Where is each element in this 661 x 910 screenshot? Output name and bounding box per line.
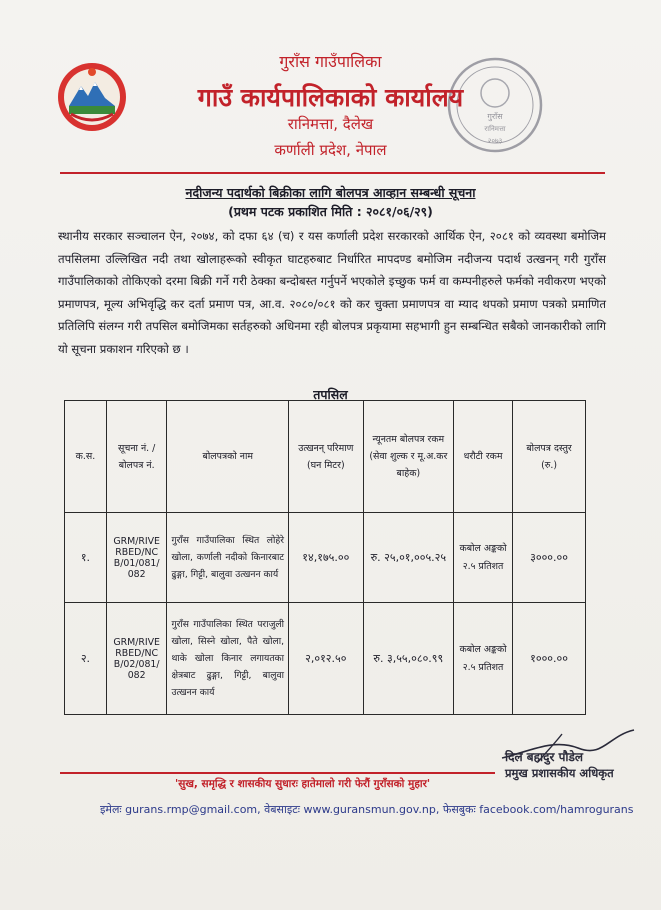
notice-subtitle: (प्रथम पटक प्रकाशित मिति : २०८१/०६/२९)	[228, 204, 433, 219]
notice-title: नदीजन्य पदार्थको बिक्रीका लागि बोलपत्र आव्हान सम्बन्धी सूचना	[185, 185, 476, 200]
table-header-row	[65, 401, 586, 513]
cell-quantity: २,०१२.५०	[289, 603, 364, 715]
header-min-amount: न्यूनतम बोलपत्र रकम (सेवा शुल्क र मू.अ.कर बाहेक)	[363, 401, 453, 513]
cell-fee: १०००.००	[513, 603, 586, 715]
footer-divider	[60, 772, 495, 774]
header-notice-no: सूचना नं. /बोलपत्र नं.	[106, 401, 167, 513]
svg-text:रानिमत्ता: रानिमत्ता	[484, 125, 506, 133]
cell-name: गुराँस गाउँपालिका स्थित लोहेरे खोला, कर्णाली नदीको किनारबाट ढुङ्गा, गिट्टी, बालुवा उत्खनन कार्य	[167, 513, 289, 603]
table-row	[65, 603, 586, 715]
signatory-name: दिल बहादुर पौडेल	[505, 750, 584, 764]
office-location: रानिमत्ता, दैलेख	[287, 115, 374, 133]
header-fee: बोलपत्र दस्तुर (रु.)	[513, 401, 586, 513]
cell-min-amount: रु. ३,५५,०८०.९९	[363, 603, 453, 715]
slogan: 'सुख, समृद्धि र शासकीय सुधारः हातेमालो गरी फेरौं गुराँसको मुहार'	[175, 778, 431, 790]
municipality-name: गुराँस गाउँपालिका	[279, 52, 382, 71]
cell-fee: ३०००.००	[513, 513, 586, 603]
svg-text:गुराँस: गुराँस	[487, 112, 503, 121]
contact-footer: इमेलः gurans.rmp@gmail.com, वेबसाइटः www.guransmun.gov.np, फेसबुकः facebook.com/hamrogurans	[100, 803, 634, 816]
office-name: गाउँ कार्यपालिकाको कार्यालय	[197, 83, 464, 112]
cell-sn: १.	[65, 513, 107, 603]
header-sn: क.स.	[65, 401, 107, 513]
cell-sn: २.	[65, 603, 107, 715]
cell-name: गुराँस गाउँपालिका स्थित पराजुली खोला, सिस्ने खोला, पैते खोला, थाके खोला किनार लगायतका क्षेत्रबाट ढुङ्गा, गिट्टी, बालुवा उत्खनन कार्य	[167, 603, 289, 715]
notice-body: स्थानीय सरकार सञ्चालन ऐन, २०७४, को दफा ६४ (च) र यस कर्णाली प्रदेश सरकारको आर्थिक ऐन, २०८१ को व्यवस्था बमोजिम तपसिलमा उल्लिखित नदी तथा खोलाहरूको स्वीकृत घाटहरुबाट निर्धारित मापदण्ड बमोजिम नदीजन्य पदार्थ उत्खनन् गरी गुराँस गाउँपालिकाको तोकिएको दरमा बिक्री गर्ने गरी ठेक्का बन्दोबस्त गर्नुपर्ने भएकोले इच्छुक फर्म वा कम्पनीहरुले फर्मको नवीकरण भएको प्रमाणपत्र, मूल्य अभिवृद्धि कर दर्ता प्रमाण पत्र, आ.व. २०८०/०८१ को कर चुक्ता प्रमाणपत्र वा म्याद थपको प्रमाण पत्रको प्रमाणित प्रतिलिपि संलग्न गरी तपसिल बमोजिमका सर्तहरुको अधिनमा रही बोलपत्र प्रकृयामा सहभागी हुन सम्बन्धित सबैको जानकारीको लागि यो सूचना प्रकाशन गरिएको छ ।	[58, 229, 606, 356]
table-caption: तपसिल	[313, 387, 348, 402]
tender-table	[64, 400, 586, 715]
header-quantity: उत्खनन् परिमाण (घन मिटर)	[289, 401, 364, 513]
header-deposit: धरौटी रकम	[454, 401, 513, 513]
cell-notice-no: GRM/RIVERBED/NCB/01/081/082	[106, 513, 167, 603]
cell-quantity: १४,१७५.००	[289, 513, 364, 603]
cell-deposit: कबोल अङ्कको २.५ प्रतिशत	[454, 513, 513, 603]
province-name: कर्णाली प्रदेश, नेपाल	[274, 141, 387, 159]
signatory-title: प्रमुख प्रशासकीय अधिकृत	[505, 766, 614, 780]
header-divider	[60, 172, 605, 174]
cell-min-amount: रु. २५,०१,००५.२५	[363, 513, 453, 603]
cell-deposit: कबोल अङ्कको २.५ प्रतिशत	[454, 603, 513, 715]
header-name: बोलपत्रको नाम	[167, 401, 289, 513]
svg-text:२०७३: २०७३	[487, 137, 503, 145]
cell-notice-no: GRM/RIVERBED/NCB/02/081/082	[106, 603, 167, 715]
table-row	[65, 513, 586, 603]
